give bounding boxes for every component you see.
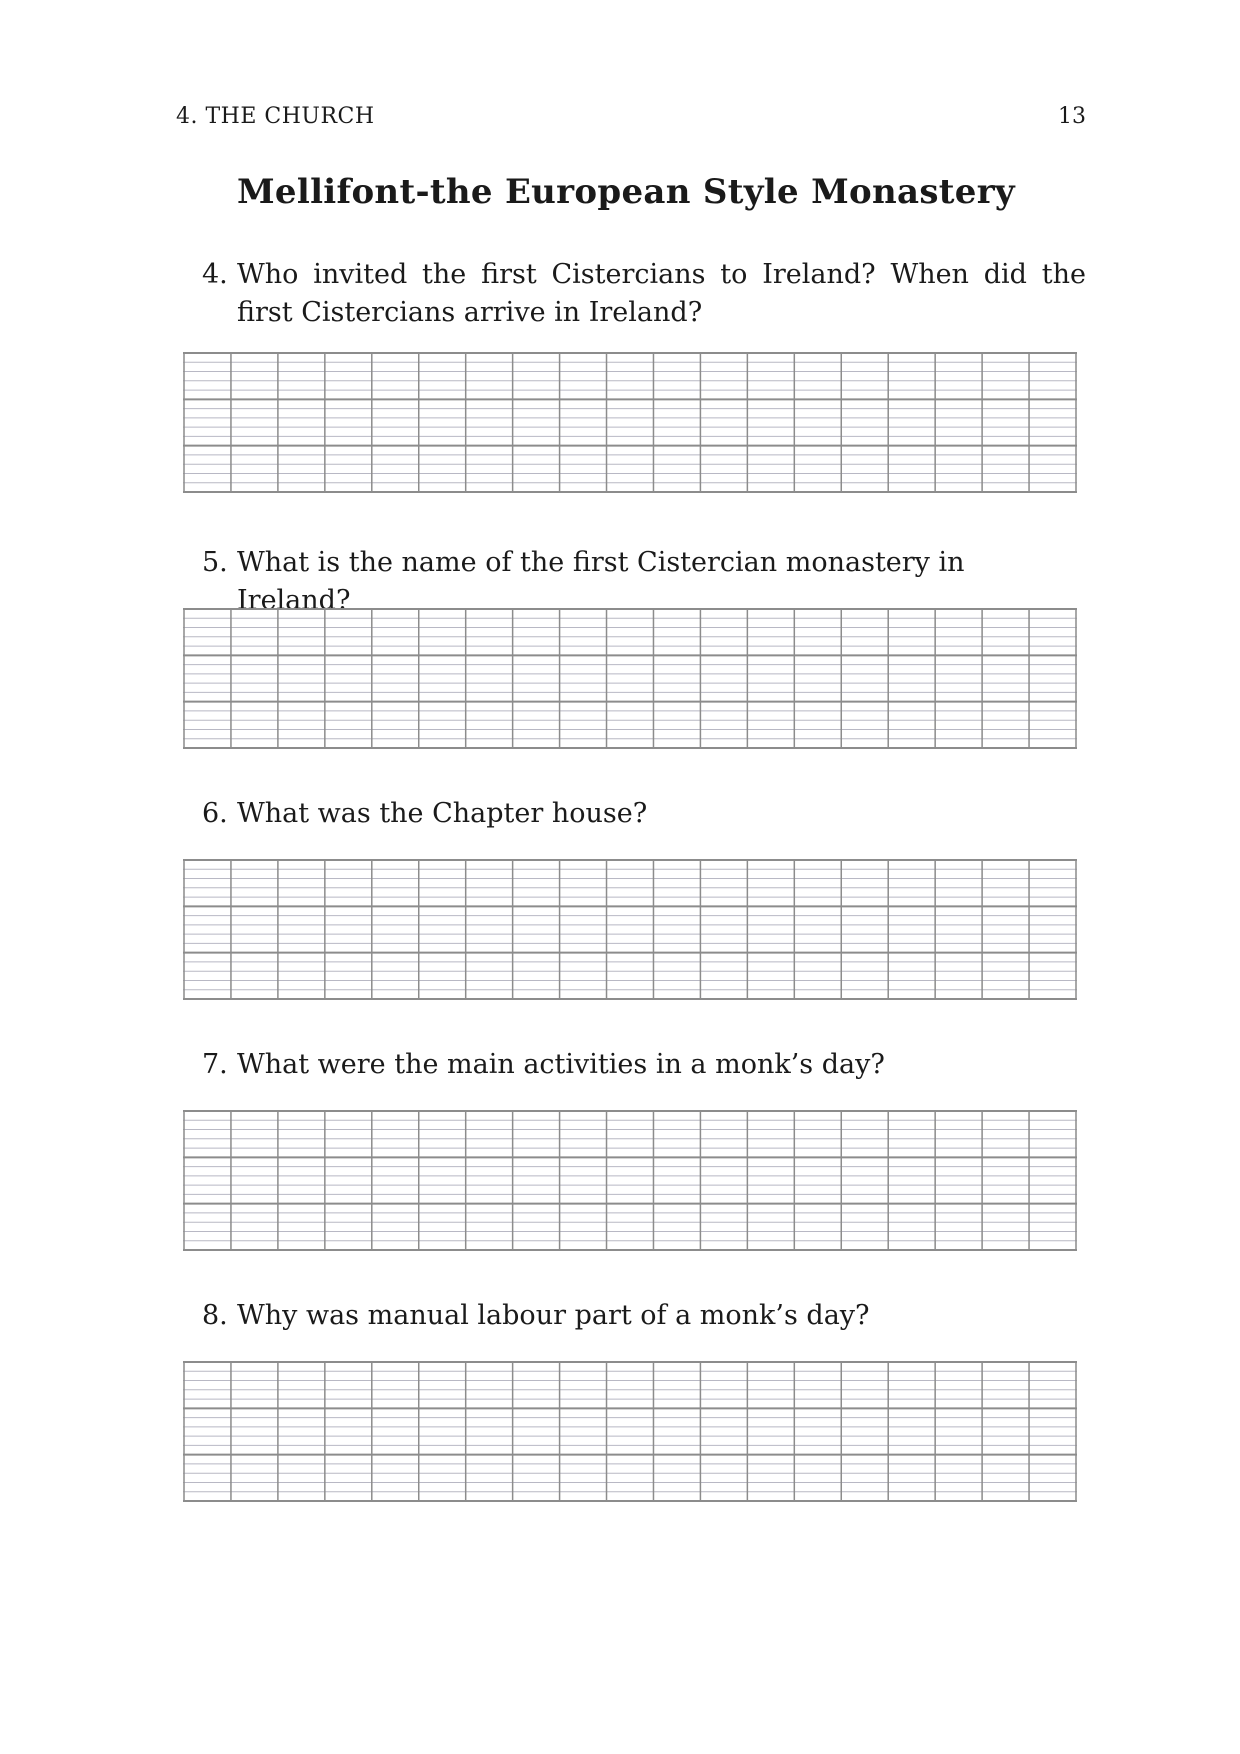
question-8 [202,1297,1086,1335]
answer-grid-lines [183,608,1077,749]
answer-grid-lines [183,859,1077,1000]
question-number: 8. [202,1300,228,1331]
question-text: What were the main activities in a monk’s day? [237,1049,885,1080]
answer-grid-8[interactable] [183,1361,1077,1502]
answer-grid-lines [183,352,1077,493]
answer-grid-5[interactable] [183,608,1077,749]
answer-grid-4[interactable] [183,352,1077,493]
page-title: Mellifont-the European Style Monastery [237,172,1015,212]
answer-grid-7[interactable] [183,1110,1077,1251]
answer-grid-6[interactable] [183,859,1077,1000]
question-number: 6. [202,798,228,829]
question-7 [202,1046,1086,1084]
question-text: What is the name of the first Cistercian monastery in Ireland? [237,547,965,616]
question-6 [202,795,1086,833]
question-number: 7. [202,1049,228,1080]
answer-grid-lines [183,1110,1077,1251]
section-title: 4. THE CHURCH [176,104,375,129]
running-head [176,104,1086,132]
question-text: What was the Chapter house? [237,798,648,829]
question-text: Why was manual labour part of a monk’s day? [237,1300,870,1331]
question-number: 4. [202,259,228,290]
question-number: 5. [202,547,228,578]
question-text: Who invited the first Cistercians to Ireland? When did the first Cistercians arrive in Ireland? [237,259,1086,328]
answer-grid-lines [183,1361,1077,1502]
question-4 [202,256,1086,332]
page-number: 13 [1058,104,1086,129]
